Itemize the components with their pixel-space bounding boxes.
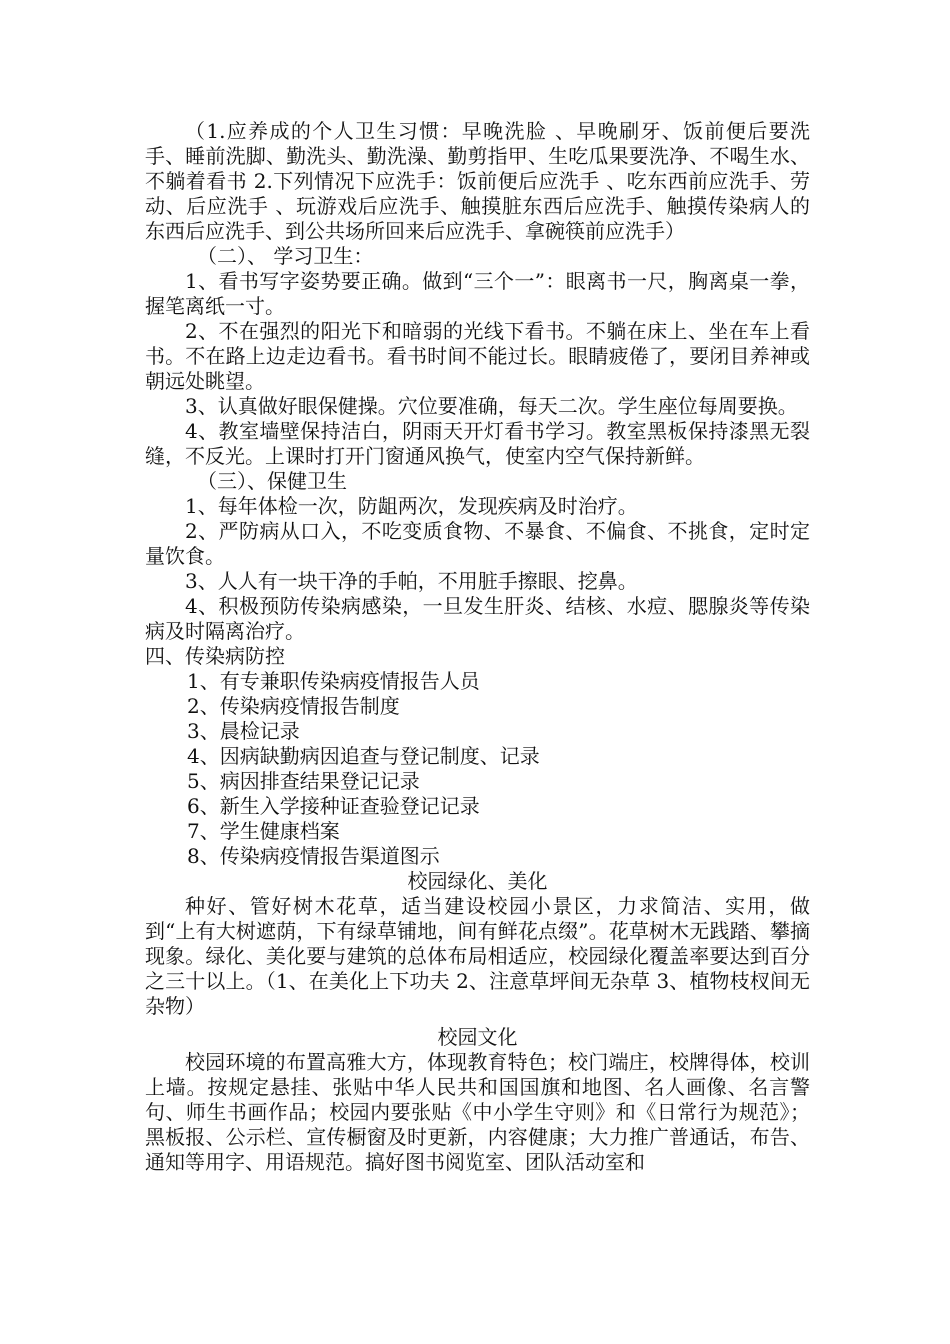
list-item: 7、学生健康档案 <box>187 819 340 843</box>
document-page <box>145 119 810 1175</box>
greening-paragraph: 种好、管好树木花草，适当建设校园小景区，力求简洁、实用，做到“上有大树遮荫，下有绿草铺地，间有鲜花点缀”。花草树木无践踏、攀摘现象。绿化、美化要与建筑的总体布局相适应，校园绿化覆盖率要达到百分之三十以上。（1、在美化上下功夫 2、注意草坪间无杂草 3、植物枝杈间无杂物） <box>145 894 810 1018</box>
list-item: 3、晨检记录 <box>187 719 300 743</box>
list-item: 5、病因排查结果登记记录 <box>187 769 420 793</box>
study-item-3: 3、认真做好眼保健操。穴位要准确，每天二次。学生座位每周要换。 <box>185 394 798 418</box>
health-item-4: 4、积极预防传染病感染，一旦发生肝炎、结核、水痘、腮腺炎等传染病及时隔离治疗。 <box>145 594 810 643</box>
health-care-heading: （三）、保健卫生 <box>197 469 347 493</box>
health-item-1: 1、每年体检一次，防龃两次，发现疾病及时治疗。 <box>185 494 638 518</box>
list-item: 2、传染病疫情报告制度 <box>187 694 400 718</box>
list-item: 4、因病缺勤病因追查与登记制度、记录 <box>187 744 540 768</box>
health-item-3: 3、人人有一块干净的手帕，不用脏手擦眼、挖鼻。 <box>185 569 638 593</box>
culture-paragraph: 校园环境的布置高雅大方，体现教育特色；校门端庄，校牌得体，校训上墙。按规定悬挂、张贴中华人民共和国国旗和地图、名人画像、名言警句、师生书画作品；校园内要张贴《中小学生守则》和《日常行为规范》；黑板报、公示栏、宣传橱窗及时更新，内容健康；大力推广普通话，布告、通知等用字、用语规范。搞好图书阅览室、团队活动室和 <box>145 1050 810 1174</box>
list-item: 1、有专兼职传染病疫情报告人员 <box>187 669 480 693</box>
study-item-4: 4、教室墙壁保持洁白，阴雨天开灯看书学习。教室黑板保持漆黑无裂缝，不反光。上课时打开门窗通风换气，使室内空气保持新鲜。 <box>145 419 810 468</box>
section-4-heading: 四、传染病防控 <box>145 644 285 668</box>
culture-title: 校园文化 <box>437 1025 518 1049</box>
health-item-2: 2、严防病从口入，不吃变质食物、不暴食、不偏食、不挑食，定时定量饮食。 <box>145 519 810 568</box>
list-item: 6、新生入学接种证查验登记记录 <box>187 794 480 818</box>
hygiene-habits-paragraph: （1.应养成的个人卫生习惯：早晚洗脸 、早晚刷牙、饭前便后要洗手、睡前洗脚、勤洗头、勤洗澡、勤剪指甲、生吃瓜果要洗净、不喝生水、不躺着看书 2.下列情况下应洗手：饭前便后应洗手 、吃东西前应洗手、劳动、后应洗手 、玩游戏后应洗手、触摸脏东西后应洗手、触摸传染病人的东西后应洗手、到公共场所回来后应洗手、拿碗筷前应洗手） <box>145 119 810 243</box>
study-hygiene-heading: （二）、 学习卫生： <box>197 244 374 268</box>
list-item: 8、传染病疫情报告渠道图示 <box>187 844 440 868</box>
study-item-2: 2、不在强烈的阳光下和暗弱的光线下看书。不躺在床上、坐在车上看书。不在路上边走边看书。看书时间不能过长。眼睛疲倦了，要闭目养神或朝远处眺望。 <box>145 319 810 393</box>
study-item-1: 1、看书写字姿势要正确。做到“三个一”：眼离书一尺，胸离桌一拳，握笔离纸一寸。 <box>145 269 810 318</box>
disease-control-list <box>145 669 810 869</box>
greening-title: 校园绿化、美化 <box>407 869 548 893</box>
